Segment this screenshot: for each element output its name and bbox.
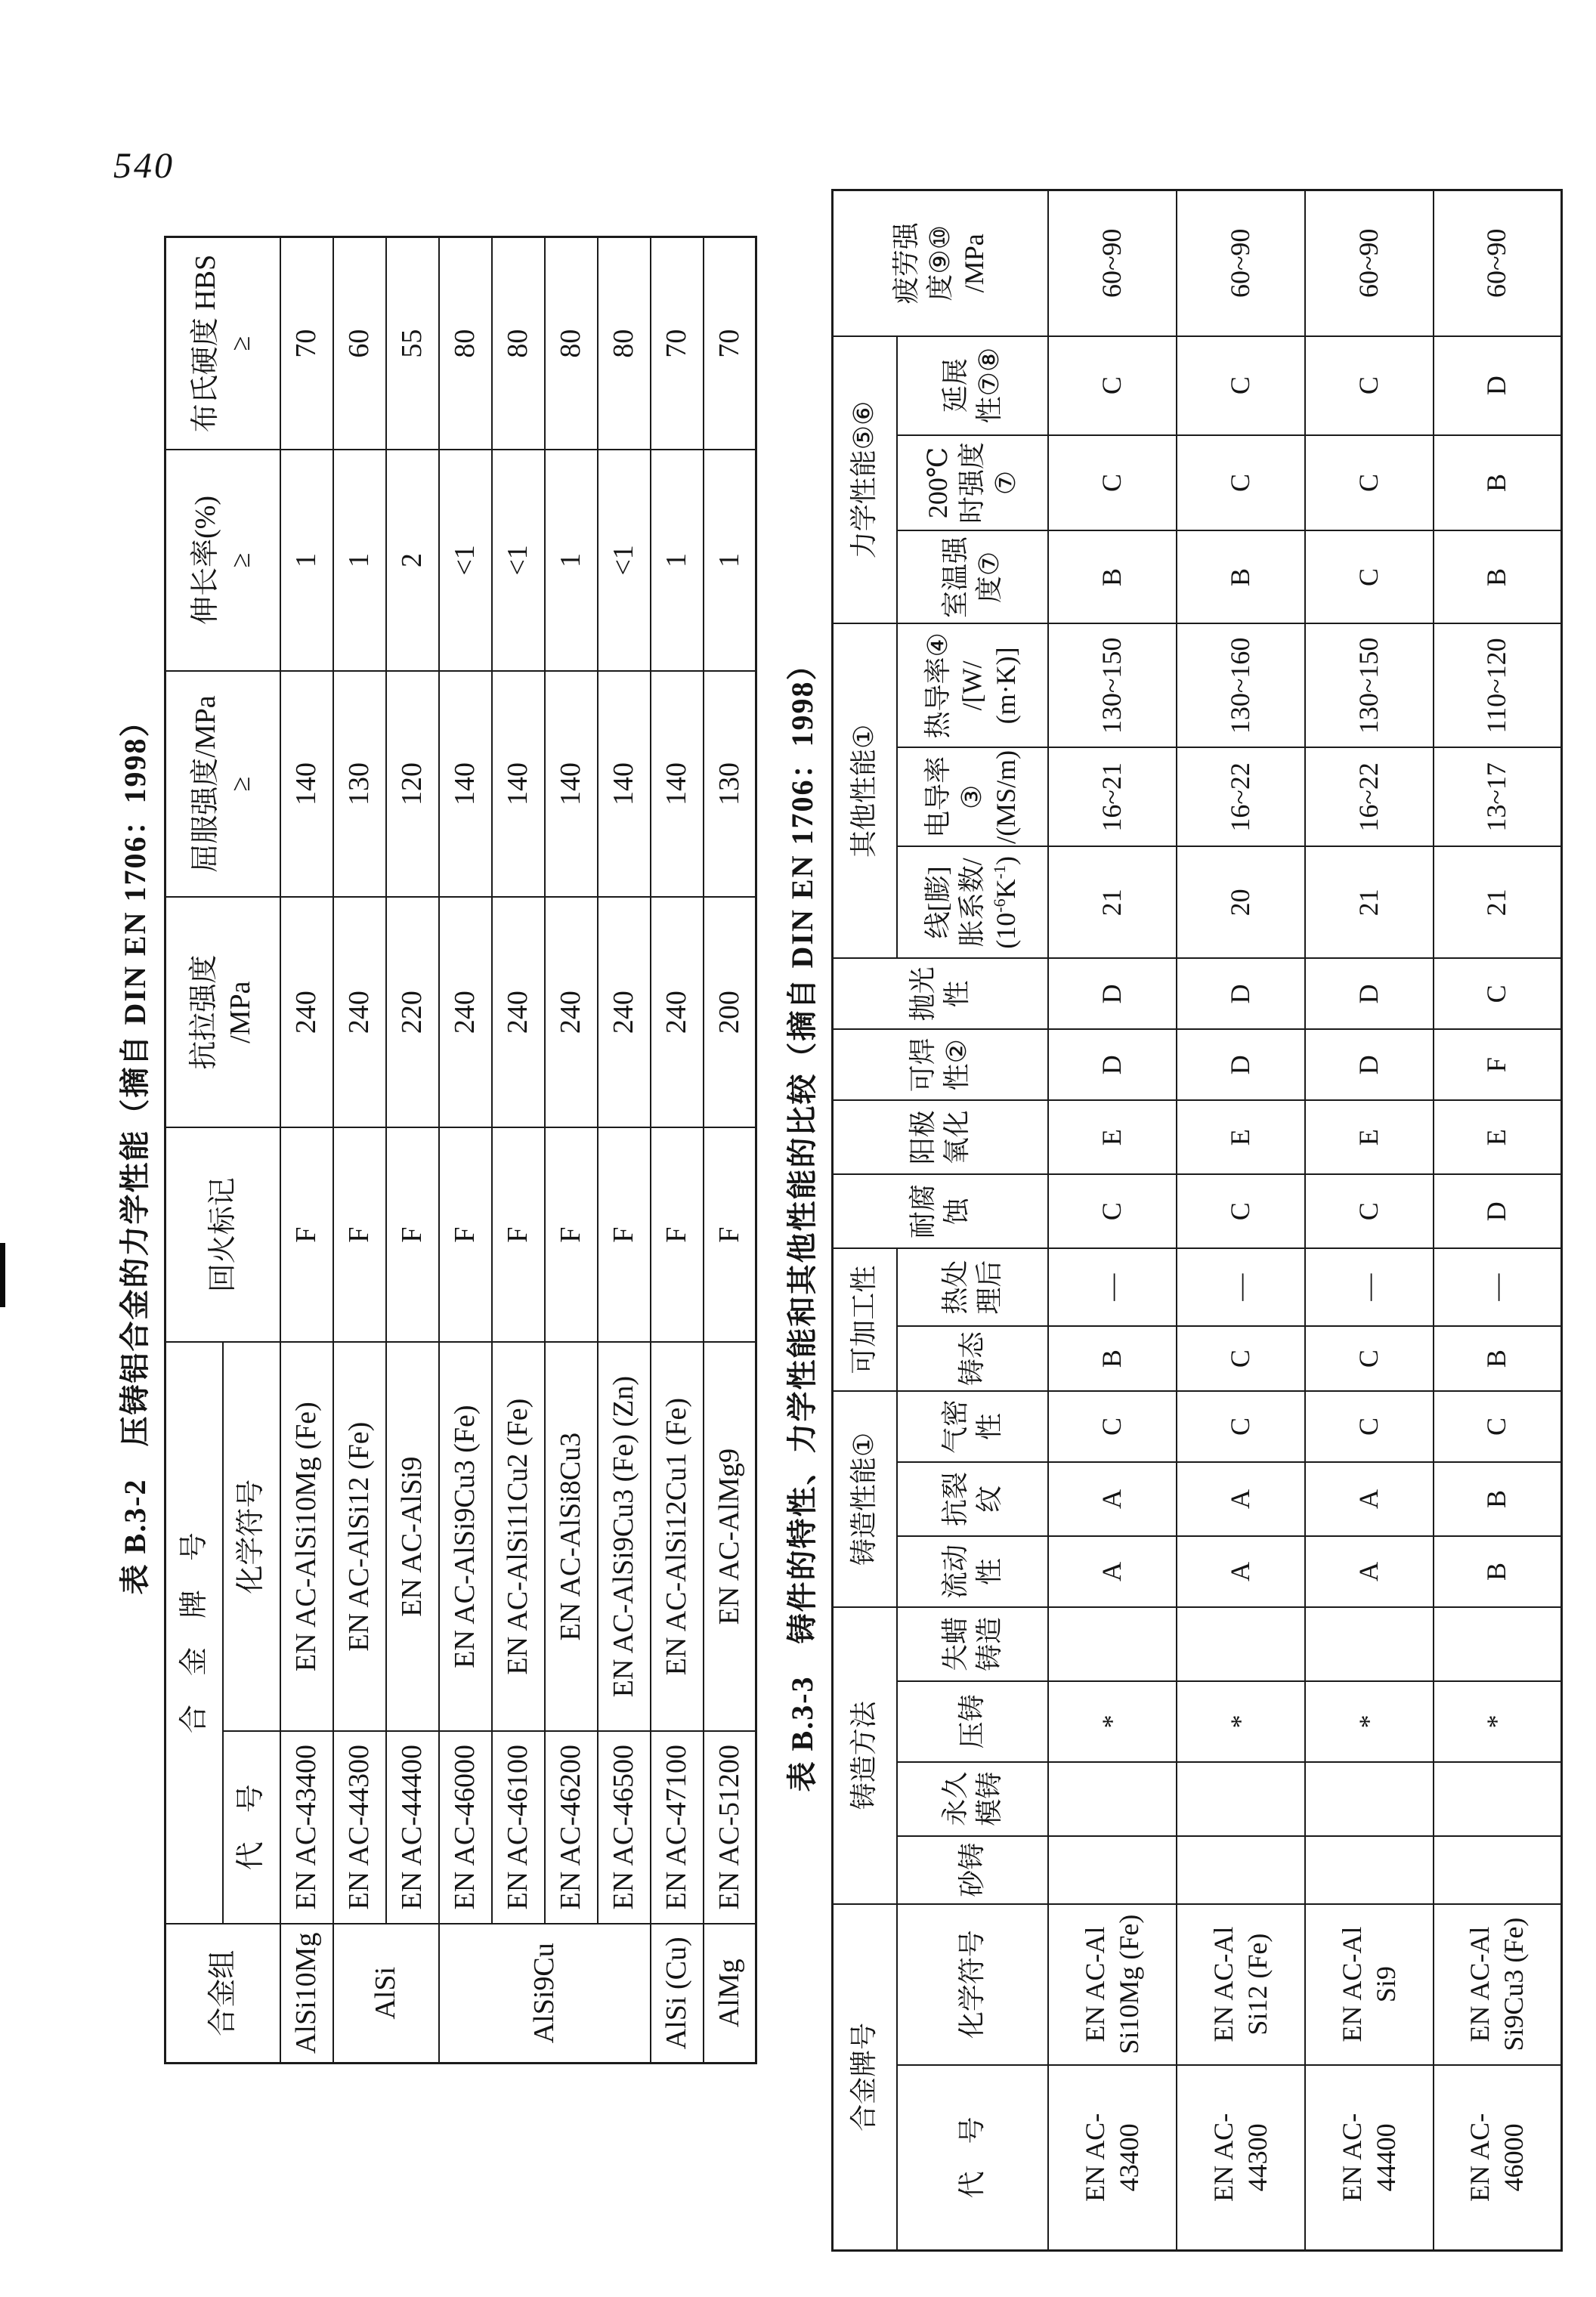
header-line: /MPa [958, 233, 989, 293]
b33-cell-weld: F [1434, 1029, 1562, 1100]
superscript: -1 [990, 865, 1009, 880]
header-line: 流动 [939, 1544, 970, 1599]
b32-cell-code: EN AC-44400 [386, 1731, 439, 1924]
b32-cell-temper: F [704, 1127, 756, 1343]
header-line: 性 [973, 1413, 1004, 1441]
b32-cell-temper: F [598, 1127, 651, 1343]
b32-header-designation: 合 金 牌 号 [165, 1342, 223, 1923]
b32-cell-rm: 240 [598, 897, 651, 1127]
b33-header-chemical: 化学符号 [897, 1904, 1048, 2065]
b32-cell-rp: 140 [545, 671, 598, 898]
header-line: 布氏硬度 HBS [189, 254, 221, 433]
b33-cell-tight: C [1305, 1391, 1434, 1462]
b33-cell-tcond: 130~160 [1177, 623, 1305, 747]
b33-header-crack-resistance [897, 1462, 1048, 1536]
b33-cell-sand [1305, 1836, 1434, 1904]
b32-cell-code: EN AC-46100 [492, 1731, 545, 1924]
b33-cell-tcond: 130~150 [1305, 623, 1434, 747]
b33-cell-chem [1305, 1904, 1434, 2065]
b32-cell-hbs: 80 [492, 237, 545, 450]
table-b33-title: 表 B.3-3 铸件的特性、力学性能和其他性能的比较（摘自 DIN EN 1706：1998） [785, 648, 819, 1792]
header-line: 性② [942, 1039, 973, 1091]
header-line [989, 847, 1023, 957]
b32-cell-rp: 140 [598, 671, 651, 898]
header-line: 阳极 [908, 1110, 939, 1165]
b32-cell-code: EN AC-47100 [651, 1731, 704, 1924]
b33-cell-fatigue: 60~90 [1305, 190, 1434, 336]
superscript: -6 [990, 898, 1009, 913]
b33-cell-econd: 13~17 [1434, 747, 1562, 846]
page-number: 540 [113, 146, 175, 186]
header-line: 性 [942, 980, 973, 1008]
b33-cell-as-cast: B [1048, 1326, 1177, 1391]
b32-cell-code: EN AC-44300 [333, 1731, 386, 1924]
b33-cell-weld: D [1048, 1029, 1177, 1100]
header-line: 热处 [939, 1260, 970, 1315]
b32-cell-chem: EN AC-AlSi12 (Fe) [333, 1342, 386, 1730]
b33-cell-code [1434, 2065, 1562, 2251]
b32-cell-group: AlMg [704, 1924, 756, 2064]
b33-cell-expansion: 20 [1177, 846, 1305, 958]
b33-cell-polish: D [1305, 958, 1434, 1029]
table-b32-title: 表 B.3-2 压铸铝合金的力学性能（摘自 DIN EN 1706：1998） [118, 705, 152, 1595]
header-line: 室温强 [939, 536, 970, 618]
b33-header-mech-props: 力学性能⑤⑥ [833, 336, 897, 624]
b33-cell-anodizing: E [1434, 1100, 1562, 1174]
b33-cell-corrosion: C [1177, 1174, 1305, 1248]
b33-header-200c-strength [897, 435, 1048, 531]
b33-cell-permanent [1048, 1762, 1177, 1836]
cell-line: 44300 [1242, 2123, 1273, 2192]
b32-cell-chem: EN AC-AlSi11Cu2 (Fe) [492, 1342, 545, 1730]
header-line: (m·K)] [991, 647, 1021, 725]
b33-header-code: 代 号 [897, 2065, 1048, 2251]
b33-cell-econd: 16~22 [1177, 747, 1305, 846]
b32-cell-rm: 240 [439, 897, 492, 1127]
cell-line: 44400 [1370, 2123, 1401, 2192]
b32-cell-rp: 120 [386, 671, 439, 898]
b33-cell-duct: C [1305, 336, 1434, 435]
header-line: 延展 [939, 358, 970, 413]
b32-cell-rm: 200 [704, 897, 756, 1127]
b33-cell-investment [1177, 1607, 1305, 1681]
b33-cell-chem [1177, 1904, 1305, 2065]
b33-cell-sand [1434, 1836, 1562, 1904]
cell-line: Si9Cu3 (Fe) [1499, 1917, 1530, 2051]
b32-cell-rm: 240 [545, 897, 598, 1127]
b33-cell-crack: A [1048, 1462, 1177, 1536]
b32-cell-hbs: 80 [439, 237, 492, 450]
b32-cell-group: AlSi [333, 1924, 439, 2064]
geq-symbol: ≥ [225, 552, 255, 568]
b32-cell-rm: 240 [280, 897, 333, 1127]
b33-cell-corrosion: C [1048, 1174, 1177, 1248]
b32-cell-temper: F [280, 1127, 333, 1343]
cell-line: Si10Mg (Fe) [1113, 1914, 1144, 2054]
b33-header-pressure-tightness [897, 1391, 1048, 1462]
b33-cell-polish: D [1048, 958, 1177, 1029]
b33-cell-polish: C [1434, 958, 1562, 1029]
b32-cell-rm: 220 [386, 897, 439, 1127]
b33-cell-investment [1305, 1607, 1434, 1681]
b33-header-expansion [897, 846, 1048, 958]
b32-cell-hbs: 80 [598, 237, 651, 450]
b33-cell-permanent [1305, 1762, 1434, 1836]
b33-cell-chem [1434, 1904, 1562, 2065]
b33-cell-as-cast: C [1305, 1326, 1434, 1391]
b33-cell-econd: 16~21 [1048, 747, 1177, 846]
header-line: 度⑦ [973, 551, 1004, 604]
header-line: 可焊 [908, 1037, 939, 1093]
b33-header-as-cast: 铸态 [897, 1326, 1048, 1391]
b33-cell-crack: A [1305, 1462, 1434, 1536]
b32-cell-rp: 140 [492, 671, 545, 898]
b32-header-hardness [165, 237, 280, 450]
b33-cell-flow: A [1177, 1536, 1305, 1607]
b32-cell-hbs: 60 [333, 237, 386, 450]
b33-header-corrosion [833, 1174, 1048, 1248]
b33-cell-as-cast: B [1434, 1326, 1562, 1391]
b32-cell-temper: F [545, 1127, 598, 1343]
header-line: 疲劳强 [890, 222, 921, 305]
b33-header-sand: 砂铸 [897, 1836, 1048, 1904]
header-line: 性⑦⑧ [973, 347, 1004, 424]
b33-cell-chem [1048, 1904, 1177, 2065]
b32-cell-a: 1 [333, 450, 386, 671]
b33-cell-heat-treated: — [1048, 1248, 1177, 1326]
header-line: 蚀 [942, 1198, 973, 1226]
header-line: 纹 [973, 1485, 1004, 1513]
b33-cell-rt: B [1177, 531, 1305, 624]
b32-cell-hbs: 80 [545, 237, 598, 450]
b32-cell-temper: F [386, 1127, 439, 1343]
b32-cell-code: EN AC-43400 [280, 1731, 333, 1924]
b32-cell-code: EN AC-51200 [704, 1731, 756, 1924]
geq-symbol: ≥ [225, 335, 255, 351]
header-line: /(MS/m) [991, 750, 1021, 844]
b33-cell-corrosion: C [1305, 1174, 1434, 1248]
b32-cell-a: 1 [280, 450, 333, 671]
b33-cell-permanent [1177, 1762, 1305, 1836]
header-text: K [991, 879, 1021, 899]
b33-cell-code [1177, 2065, 1305, 2251]
header-line: 抗裂 [939, 1471, 970, 1526]
b32-cell-rp: 140 [651, 671, 704, 898]
b33-cell-tight: C [1434, 1391, 1562, 1462]
b33-header-permanent-mold [897, 1762, 1048, 1836]
header-line: 失蜡 [939, 1616, 970, 1671]
b33-cell-heat-treated: — [1177, 1248, 1305, 1326]
b33-header-investment [897, 1607, 1048, 1681]
cell-line: EN AC- [1208, 2113, 1239, 2202]
b33-cell-corrosion: D [1434, 1174, 1562, 1248]
cell-line: EN AC-Al [1465, 1926, 1495, 2042]
b32-cell-a: <1 [439, 450, 492, 671]
header-line: /MPa [224, 981, 256, 1043]
b32-cell-code: EN AC-46500 [598, 1731, 651, 1924]
b33-cell-die: * [1177, 1681, 1305, 1762]
b33-header-weldability [833, 1029, 1048, 1100]
b32-cell-rp: 130 [704, 671, 756, 898]
b33-cell-die: * [1048, 1681, 1177, 1762]
b32-cell-a: 1 [651, 450, 704, 671]
b33-cell-tcond: 130~150 [1048, 623, 1177, 747]
b33-cell-expansion: 21 [1305, 846, 1434, 958]
header-line: 胀系数/ [957, 858, 987, 948]
b33-header-anodizing [833, 1100, 1048, 1174]
b33-cell-rt: B [1048, 531, 1177, 624]
b33-cell-t200: C [1305, 435, 1434, 531]
b32-cell-rm: 240 [651, 897, 704, 1127]
cell-line: EN AC-Al [1079, 1926, 1110, 2042]
b33-cell-rt: C [1305, 531, 1434, 624]
b33-header-machinability: 可加工性 [833, 1248, 897, 1391]
b33-cell-sand [1048, 1836, 1177, 1904]
cell-line: EN AC- [1465, 2113, 1495, 2202]
b32-header-elongation [165, 450, 280, 671]
b32-cell-temper: F [439, 1127, 492, 1343]
b33-header-ductility [897, 336, 1048, 435]
b33-cell-code [1305, 2065, 1434, 2251]
b33-cell-fatigue: 60~90 [1434, 190, 1562, 336]
b32-header-yield [165, 671, 280, 898]
b32-cell-hbs: 70 [280, 237, 333, 450]
b33-header-casting-props: 铸造性能① [833, 1391, 897, 1607]
b33-cell-investment [1048, 1607, 1177, 1681]
b33-cell-econd: 16~22 [1305, 747, 1434, 846]
b32-cell-code: EN AC-46200 [545, 1731, 598, 1924]
b33-cell-t200: C [1177, 435, 1305, 531]
header-line: 电导率③ [923, 756, 987, 838]
header-line: 时强度⑦ [957, 442, 1021, 524]
header-text: (10 [991, 912, 1021, 949]
b33-cell-code [1048, 2065, 1177, 2251]
b33-cell-duct: D [1434, 336, 1562, 435]
b32-header-tensile [165, 897, 280, 1127]
b32-header-chemical: 化学符号 [223, 1342, 280, 1730]
b33-cell-die: * [1434, 1681, 1562, 1762]
b33-cell-weld: D [1177, 1029, 1305, 1100]
b32-cell-a: 1 [545, 450, 598, 671]
b32-cell-a: 2 [386, 450, 439, 671]
b33-cell-polish: D [1177, 958, 1305, 1029]
b33-cell-t200: C [1048, 435, 1177, 531]
b32-cell-a: 1 [704, 450, 756, 671]
b32-cell-hbs: 55 [386, 237, 439, 450]
b33-header-casting-method: 铸造方法 [833, 1607, 897, 1904]
b33-header-thermal-conductivity [897, 623, 1048, 747]
header-line: 永久 [939, 1771, 970, 1826]
b32-cell-a: <1 [598, 450, 651, 671]
table-b32 [164, 236, 757, 2064]
b32-cell-rm: 240 [492, 897, 545, 1127]
b33-cell-anodizing: E [1177, 1100, 1305, 1174]
b32-cell-group: AlSi9Cu [439, 1924, 651, 2064]
b33-cell-crack: A [1177, 1462, 1305, 1536]
header-line: 热导率④ [923, 632, 953, 739]
header-line: 抛光 [908, 966, 939, 1022]
cell-line: Si12 (Fe) [1242, 1933, 1273, 2036]
cell-line: 43400 [1113, 2123, 1144, 2192]
b32-header-code: 代 号 [223, 1731, 280, 1924]
b32-cell-rm: 240 [333, 897, 386, 1127]
b33-cell-t200: B [1434, 435, 1562, 531]
b32-header-temper: 回火标记 [165, 1127, 280, 1343]
b33-cell-expansion: 21 [1434, 846, 1562, 958]
b33-header-electrical-conductivity [897, 747, 1048, 846]
b33-cell-fatigue: 60~90 [1177, 190, 1305, 336]
b33-cell-rt: B [1434, 531, 1562, 624]
header-line: 铸造 [973, 1616, 1004, 1671]
header-line: 抗拉强度 [188, 954, 221, 1070]
b32-cell-group: AlSi (Cu) [651, 1924, 704, 2064]
cell-line: 46000 [1499, 2123, 1530, 2192]
b33-cell-permanent [1434, 1762, 1562, 1836]
b32-cell-rp: 140 [439, 671, 492, 898]
b32-cell-group: AlSi10Mg [280, 1924, 333, 2064]
table-b33 [831, 189, 1563, 2252]
b32-cell-temper: F [651, 1127, 704, 1343]
b33-cell-weld: D [1305, 1029, 1434, 1100]
geq-symbol: ≥ [225, 776, 255, 792]
b32-cell-rp: 130 [333, 671, 386, 898]
b33-header-heat-treated [897, 1248, 1048, 1326]
b32-cell-code: EN AC-46000 [439, 1731, 492, 1924]
b33-cell-fatigue: 60~90 [1048, 190, 1177, 336]
b33-cell-crack: B [1434, 1462, 1562, 1536]
b33-header-rt-strength [897, 531, 1048, 624]
header-line: 模铸 [973, 1771, 1004, 1826]
cell-line: EN AC- [1336, 2113, 1367, 2202]
b32-cell-a: <1 [492, 450, 545, 671]
b33-header-polishability [833, 958, 1048, 1029]
b33-cell-expansion: 21 [1048, 846, 1177, 958]
b33-cell-die: * [1305, 1681, 1434, 1762]
b33-cell-investment [1434, 1607, 1562, 1681]
b33-cell-heat-treated: — [1305, 1248, 1434, 1326]
b33-header-fatigue [833, 190, 1048, 336]
b33-cell-tight: C [1048, 1391, 1177, 1462]
b33-cell-sand [1177, 1836, 1305, 1904]
b32-cell-chem: EN AC-AlSi9Cu3 (Fe) (Zn) [598, 1342, 651, 1730]
b33-cell-heat-treated: — [1434, 1248, 1562, 1326]
b33-header-fluidity [897, 1536, 1048, 1607]
b33-header-other-props: 其他性能① [833, 623, 897, 958]
header-line: 气密 [939, 1399, 970, 1455]
b32-cell-hbs: 70 [704, 237, 756, 450]
b33-cell-tight: C [1177, 1391, 1305, 1462]
b32-cell-chem: EN AC-AlSi10Mg (Fe) [280, 1342, 333, 1730]
b32-cell-temper: F [333, 1127, 386, 1343]
b33-cell-tcond: 110~120 [1434, 623, 1562, 747]
b32-cell-chem: EN AC-AlSi12Cu1 (Fe) [651, 1342, 704, 1730]
cell-line: EN AC- [1079, 2113, 1110, 2202]
b33-cell-flow: A [1048, 1536, 1177, 1607]
b32-cell-chem: EN AC-AlSi9 [386, 1342, 439, 1730]
header-line: 理后 [973, 1260, 1004, 1315]
b32-cell-chem: EN AC-AlSi8Cu3 [545, 1342, 598, 1730]
b33-cell-flow: B [1434, 1536, 1562, 1607]
cell-line: Si9 [1370, 1966, 1401, 2003]
b33-header-alloy-designation: 合金牌号 [833, 1904, 897, 2251]
cell-line: EN AC-Al [1208, 1926, 1239, 2042]
b33-cell-duct: C [1048, 336, 1177, 435]
header-text: ) [991, 856, 1021, 866]
header-line: 伸长率(%) [189, 495, 221, 625]
header-line: 屈服强度/MPa [189, 695, 221, 873]
b33-cell-anodizing: E [1305, 1100, 1434, 1174]
b33-cell-flow: A [1305, 1536, 1434, 1607]
cell-line: EN AC-Al [1336, 1926, 1367, 2042]
b33-header-die-cast: 压铸 [897, 1681, 1048, 1762]
b33-cell-anodizing: E [1048, 1100, 1177, 1174]
b32-cell-temper: F [492, 1127, 545, 1343]
table-b33-block [778, 189, 1563, 2252]
b32-cell-chem: EN AC-AlSi9Cu3 (Fe) [439, 1342, 492, 1730]
header-line: 度⑨⑩ [924, 225, 955, 301]
header-line: 200℃ [923, 447, 953, 519]
scan-edge-mark [0, 1243, 5, 1307]
header-line: 线[膨] [923, 866, 953, 939]
b32-cell-rp: 140 [280, 671, 333, 898]
header-line: /[W/ [957, 660, 987, 711]
b32-cell-chem: EN AC-AlMg9 [704, 1342, 756, 1730]
table-b32-block [111, 236, 757, 2064]
header-line: 氧化 [942, 1110, 973, 1165]
b32-cell-hbs: 70 [651, 237, 704, 450]
header-line: 耐腐 [908, 1184, 939, 1239]
b33-cell-duct: C [1177, 336, 1305, 435]
b32-header-alloy-group: 合金组 [165, 1924, 280, 2064]
header-line: 性 [973, 1557, 1004, 1585]
b33-cell-as-cast: C [1177, 1326, 1305, 1391]
